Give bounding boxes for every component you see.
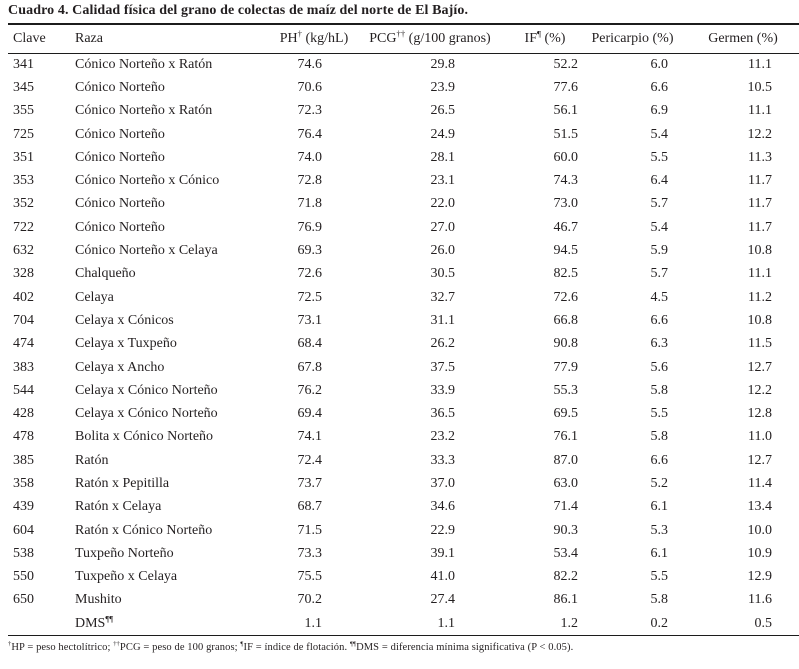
table-row xyxy=(8,263,799,286)
cell-pcg: 23.9 xyxy=(430,79,455,95)
cell-ph: 72.3 xyxy=(297,103,322,119)
cell-pericarpio: 6.6 xyxy=(650,452,668,468)
cell-pericarpio: 6.0 xyxy=(650,56,668,72)
cell-pcg: 41.0 xyxy=(430,569,455,585)
cell-clave: 722 xyxy=(13,219,34,235)
cell-ph: 74.6 xyxy=(297,56,322,72)
cell-pcg: 37.5 xyxy=(430,359,455,375)
cell-pericarpio: 5.2 xyxy=(650,475,668,491)
cell-germen: 11.1 xyxy=(748,56,772,72)
table-row xyxy=(8,472,799,495)
cell-pcg: 27.4 xyxy=(430,592,455,608)
column-header-germen: Germen (%) xyxy=(680,24,799,53)
cell-raza: Cónico Norteño xyxy=(75,219,165,235)
cell-germen: 11.1 xyxy=(748,266,772,282)
cell-if: 72.6 xyxy=(553,289,578,305)
cell-germen: 12.2 xyxy=(747,126,772,142)
cell-ph: 69.3 xyxy=(297,243,322,259)
cell-germen: 10.0 xyxy=(747,522,772,538)
cell-ph: 76.2 xyxy=(297,382,322,398)
cell-pcg: 26.0 xyxy=(430,243,455,259)
column-header-ph: PH† (kg/hL) xyxy=(273,24,355,53)
table-row xyxy=(8,286,799,309)
table-row xyxy=(8,449,799,472)
cell-ph: 76.4 xyxy=(297,126,322,142)
cell-pericarpio: 6.4 xyxy=(650,173,668,189)
cell-raza: Cónico Norteño xyxy=(75,126,165,142)
cell-pcg: 34.6 xyxy=(430,499,455,515)
cell-germen: 13.4 xyxy=(747,499,772,515)
cell-pcg: 32.7 xyxy=(430,289,455,305)
cell-germen: 0.5 xyxy=(754,615,772,631)
cell-if: 1.2 xyxy=(560,615,578,631)
cell-ph: 73.7 xyxy=(297,475,322,491)
cell-if: 94.5 xyxy=(553,243,578,259)
cell-germen: 10.8 xyxy=(747,312,772,328)
cell-if: 63.0 xyxy=(553,475,578,491)
table-row xyxy=(8,239,799,262)
cell-raza: Ratón xyxy=(75,452,109,468)
cell-pericarpio: 5.3 xyxy=(650,522,668,538)
cell-pcg: 26.5 xyxy=(430,103,455,119)
cell-germen: 10.9 xyxy=(747,545,772,561)
cell-ph: 1.1 xyxy=(304,615,322,631)
cell-ph: 72.4 xyxy=(297,452,322,468)
cell-raza: Ratón x Pepitilla xyxy=(75,475,170,491)
cell-pcg: 37.0 xyxy=(430,475,455,491)
cell-raza: Cónico Norteño xyxy=(75,196,165,212)
cell-pcg: 31.1 xyxy=(430,312,455,328)
cell-germen: 10.5 xyxy=(747,79,772,95)
cell-germen: 12.9 xyxy=(747,569,772,585)
cell-if: 76.1 xyxy=(553,429,578,445)
cell-pcg: 27.0 xyxy=(430,219,455,235)
cell-clave: 725 xyxy=(13,126,34,142)
table-row xyxy=(8,589,799,612)
cell-raza: Celaya x Tuxpeño xyxy=(75,336,177,352)
cell-clave xyxy=(8,612,65,635)
cell-clave: 328 xyxy=(13,266,34,282)
cell-raza: Celaya x Cónico Norteño xyxy=(75,406,218,422)
cell-raza: Bolita x Cónico Norteño xyxy=(75,429,214,445)
cell-raza: Cónico Norteño x Ratón xyxy=(75,56,213,72)
cell-pericarpio: 5.7 xyxy=(650,266,668,282)
cell-ph: 70.6 xyxy=(297,79,322,95)
table-row xyxy=(8,169,799,192)
cell-pericarpio: 6.9 xyxy=(650,103,668,119)
cell-pericarpio: 5.8 xyxy=(650,592,668,608)
cell-clave: 358 xyxy=(13,475,34,491)
cell-germen: 10.8 xyxy=(747,243,772,259)
cell-raza: Ratón x Celaya xyxy=(75,499,162,515)
cell-ph: 72.5 xyxy=(297,289,322,305)
dms-label: DMS¶¶ xyxy=(75,612,114,631)
column-header-clave: Clave xyxy=(8,24,65,53)
cell-clave: 704 xyxy=(13,312,34,328)
table-row xyxy=(8,216,799,239)
cell-pericarpio: 5.4 xyxy=(650,126,668,142)
cell-ph: 68.4 xyxy=(297,336,322,352)
cell-if: 53.4 xyxy=(553,545,578,561)
cell-if: 73.0 xyxy=(553,196,578,212)
cell-pcg: 28.1 xyxy=(430,149,455,165)
cell-germen: 11.4 xyxy=(748,475,772,491)
table-row xyxy=(8,76,799,99)
cell-ph: 69.4 xyxy=(297,406,322,422)
cell-clave: 478 xyxy=(13,429,34,445)
cell-pcg: 24.9 xyxy=(430,126,455,142)
table-row xyxy=(8,100,799,123)
cell-ph: 75.5 xyxy=(297,569,322,585)
cell-clave: 383 xyxy=(13,359,34,375)
table-row xyxy=(8,519,799,542)
cell-clave: 402 xyxy=(13,289,34,305)
cell-if: 55.3 xyxy=(553,382,578,398)
dms-row xyxy=(8,612,799,635)
cell-if: 51.5 xyxy=(553,126,578,142)
cell-ph: 71.5 xyxy=(297,522,322,538)
table-row xyxy=(8,123,799,146)
cell-pcg: 30.5 xyxy=(430,266,455,282)
cell-pcg: 1.1 xyxy=(437,615,455,631)
cell-if: 46.7 xyxy=(553,219,578,235)
cell-pericarpio: 5.7 xyxy=(650,196,668,212)
cell-ph: 68.7 xyxy=(297,499,322,515)
cell-germen: 11.7 xyxy=(748,196,772,212)
table-row xyxy=(8,496,799,519)
cell-pcg: 39.1 xyxy=(430,545,455,561)
cell-pcg: 23.1 xyxy=(430,173,455,189)
cell-pcg: 33.3 xyxy=(430,452,455,468)
cell-raza: Celaya x Cónicos xyxy=(75,312,174,328)
cell-pericarpio: 5.5 xyxy=(650,406,668,422)
cell-germen: 11.1 xyxy=(748,103,772,119)
cell-clave: 352 xyxy=(13,196,34,212)
column-header-raza: Raza xyxy=(65,24,273,53)
cell-ph: 72.6 xyxy=(297,266,322,282)
cell-if: 90.8 xyxy=(553,336,578,352)
cell-if: 86.1 xyxy=(553,592,578,608)
cell-clave: 544 xyxy=(13,382,34,398)
cell-germen: 11.2 xyxy=(748,289,772,305)
footnote: †HP = peso hectolítrico; ††PCG = peso de 100 granos; ¶IF = índice de flotación. ¶¶DMS = diferencia mínima significativa (P < 0.05). xyxy=(8,640,574,653)
cell-clave: 550 xyxy=(13,569,34,585)
cell-ph: 70.2 xyxy=(297,592,322,608)
table-title: Cuadro 4. Calidad física del grano de colectas de maíz del norte de El Bajío. xyxy=(8,3,469,18)
cell-germen: 11.0 xyxy=(748,429,772,445)
cell-clave: 538 xyxy=(13,545,34,561)
cell-pericarpio: 5.6 xyxy=(650,359,668,375)
cell-raza: Ratón x Cónico Norteño xyxy=(75,522,213,538)
cell-clave: 341 xyxy=(13,56,34,72)
column-header-pcg: PCG†† (g/100 granos) xyxy=(355,24,505,53)
cell-pcg: 26.2 xyxy=(430,336,455,352)
cell-raza: Tuxpeño Norteño xyxy=(75,545,174,561)
cell-pericarpio: 5.9 xyxy=(650,243,668,259)
cell-ph: 73.3 xyxy=(297,545,322,561)
cell-clave: 474 xyxy=(13,336,34,352)
cell-ph: 74.1 xyxy=(297,429,322,445)
cell-germen: 12.7 xyxy=(747,359,772,375)
cell-clave: 428 xyxy=(13,406,34,422)
table-body xyxy=(8,53,799,635)
column-header-if: IF¶ (%) xyxy=(505,24,585,53)
cell-raza: Cónico Norteño x Ratón xyxy=(75,103,213,119)
cell-pericarpio: 6.1 xyxy=(650,545,668,561)
cell-pericarpio: 0.2 xyxy=(650,615,668,631)
cell-pericarpio: 6.1 xyxy=(650,499,668,515)
table-row xyxy=(8,379,799,402)
cell-clave: 345 xyxy=(13,79,34,95)
table-row xyxy=(8,356,799,379)
cell-pcg: 22.9 xyxy=(430,522,455,538)
table-row xyxy=(8,542,799,565)
cell-pcg: 23.2 xyxy=(430,429,455,445)
cell-clave: 355 xyxy=(13,103,34,119)
cell-germen: 11.7 xyxy=(748,219,772,235)
column-header-pericarpio: Pericarpio (%) xyxy=(585,24,680,53)
cell-pericarpio: 5.5 xyxy=(650,569,668,585)
cell-raza: Tuxpeño x Celaya xyxy=(75,569,178,585)
table-row xyxy=(8,146,799,169)
cell-raza: Celaya x Ancho xyxy=(75,359,165,375)
cell-germen: 11.5 xyxy=(748,336,772,352)
cell-if: 60.0 xyxy=(553,149,578,165)
table-row xyxy=(8,426,799,449)
cell-if: 77.9 xyxy=(553,359,578,375)
cell-pericarpio: 5.4 xyxy=(650,219,668,235)
cell-raza: Cónico Norteño x Celaya xyxy=(75,243,218,259)
cell-pcg: 29.8 xyxy=(430,56,455,72)
cell-if: 74.3 xyxy=(553,173,578,189)
cell-ph: 72.8 xyxy=(297,173,322,189)
cell-pericarpio: 6.6 xyxy=(650,312,668,328)
cell-ph: 67.8 xyxy=(297,359,322,375)
cell-if: 82.2 xyxy=(553,569,578,585)
cell-ph: 73.1 xyxy=(297,312,322,328)
table-row xyxy=(8,53,799,76)
cell-raza: Celaya x Cónico Norteño xyxy=(75,382,218,398)
table-row xyxy=(8,193,799,216)
cell-if: 52.2 xyxy=(553,56,578,72)
cell-if: 66.8 xyxy=(553,312,578,328)
cell-if: 69.5 xyxy=(553,406,578,422)
cell-clave: 604 xyxy=(13,522,34,538)
table-row xyxy=(8,333,799,356)
cell-germen: 12.8 xyxy=(747,406,772,422)
cell-pericarpio: 6.6 xyxy=(650,79,668,95)
cell-clave: 632 xyxy=(13,243,34,259)
cell-if: 82.5 xyxy=(553,266,578,282)
cell-raza: Mushito xyxy=(75,592,122,608)
cell-germen: 11.3 xyxy=(748,149,772,165)
table-row xyxy=(8,402,799,425)
cell-pericarpio: 4.5 xyxy=(650,289,668,305)
cell-ph: 74.0 xyxy=(297,149,322,165)
cell-raza: Cónico Norteño x Cónico xyxy=(75,173,220,189)
table-row xyxy=(8,566,799,589)
cell-pcg: 36.5 xyxy=(430,406,455,422)
cell-ph: 71.8 xyxy=(297,196,322,212)
cell-pericarpio: 5.5 xyxy=(650,149,668,165)
cell-if: 56.1 xyxy=(553,103,578,119)
cell-if: 71.4 xyxy=(553,499,578,515)
cell-clave: 351 xyxy=(13,149,34,165)
cell-pcg: 22.0 xyxy=(430,196,455,212)
cell-if: 77.6 xyxy=(553,79,578,95)
cell-pericarpio: 5.8 xyxy=(650,429,668,445)
quality-table xyxy=(8,23,799,636)
cell-raza: Cónico Norteño xyxy=(75,79,165,95)
cell-clave: 439 xyxy=(13,499,34,515)
cell-pericarpio: 5.8 xyxy=(650,382,668,398)
cell-germen: 11.6 xyxy=(748,592,772,608)
cell-pcg: 33.9 xyxy=(430,382,455,398)
cell-raza: Celaya xyxy=(75,289,114,305)
cell-pericarpio: 6.3 xyxy=(650,336,668,352)
cell-raza: Chalqueño xyxy=(75,266,136,282)
table-row xyxy=(8,309,799,332)
cell-clave: 385 xyxy=(13,452,34,468)
header-row xyxy=(8,24,799,53)
cell-germen: 11.7 xyxy=(748,173,772,189)
cell-if: 87.0 xyxy=(553,452,578,468)
cell-germen: 12.2 xyxy=(747,382,772,398)
cell-ph: 76.9 xyxy=(297,219,322,235)
table-header xyxy=(8,24,799,53)
cell-clave: 650 xyxy=(13,592,34,608)
cell-if: 90.3 xyxy=(553,522,578,538)
cell-raza: Cónico Norteño xyxy=(75,149,165,165)
cell-clave: 353 xyxy=(13,173,34,189)
cell-germen: 12.7 xyxy=(747,452,772,468)
